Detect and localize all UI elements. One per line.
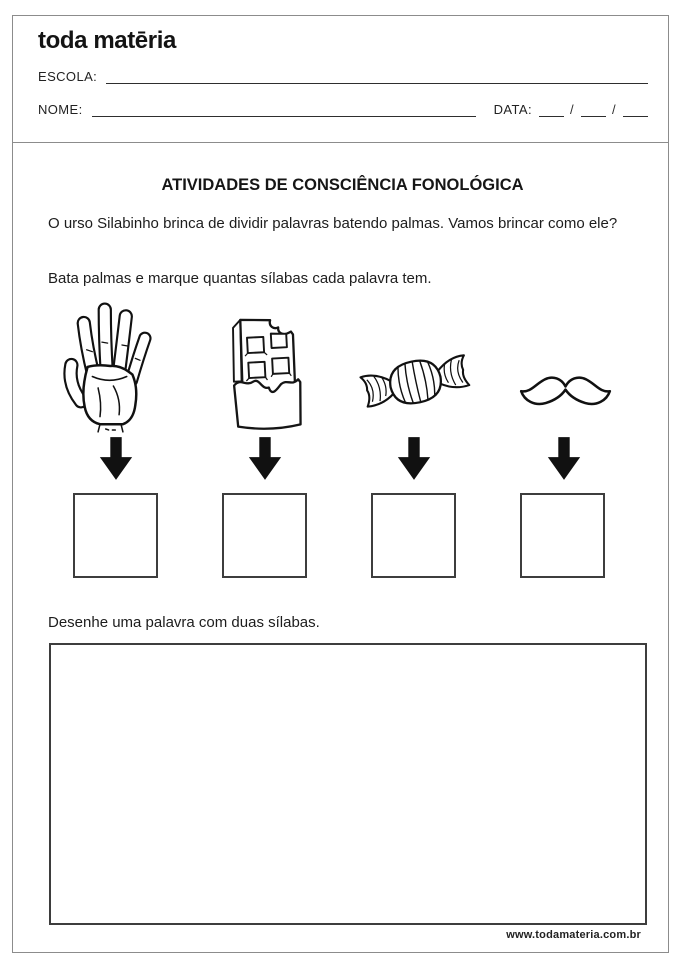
- syllable-answer-box[interactable]: [520, 493, 605, 578]
- school-input-line[interactable]: [106, 68, 648, 84]
- school-field-row: [38, 68, 648, 84]
- date-month-line[interactable]: [581, 101, 606, 117]
- task-text: Bata palmas e marque quantas sílabas cada palavra tem.: [48, 270, 432, 287]
- syllable-answer-box[interactable]: [222, 493, 307, 578]
- item-image-hand: [58, 296, 163, 436]
- syllable-answer-box[interactable]: [371, 493, 456, 578]
- mustache-icon: [518, 373, 613, 411]
- hand-icon: [58, 296, 163, 436]
- name-date-row: [38, 101, 648, 117]
- name-label: NOME:: [38, 102, 83, 117]
- date-separator: /: [569, 102, 574, 117]
- down-arrow-icon: [395, 437, 433, 481]
- school-label: ESCOLA:: [38, 69, 98, 84]
- down-arrow-icon: [97, 437, 135, 481]
- draw-prompt: Desenhe uma palavra com duas sílabas.: [48, 614, 320, 631]
- item-image-chocolate: [217, 307, 313, 432]
- name-input-line[interactable]: [92, 101, 476, 117]
- footer-url: www.todamateria.com.br: [506, 929, 641, 941]
- header-divider: [12, 142, 669, 143]
- intro-text: O urso Silabinho brinca de dividir palavras batendo palmas. Vamos brincar como ele?: [48, 215, 618, 232]
- down-arrow-icon: [246, 437, 284, 481]
- chocolate-bar-icon: [217, 307, 313, 432]
- down-arrow-icon: [545, 437, 583, 481]
- brand-logo: toda matēria: [38, 27, 176, 54]
- worksheet-title: ATIVIDADES DE CONSCIÊNCIA FONOLÓGICA: [161, 176, 524, 194]
- item-image-candy: [357, 338, 475, 426]
- item-image-mustache: [518, 373, 613, 411]
- date-label: DATA:: [493, 102, 532, 117]
- syllable-answer-box[interactable]: [73, 493, 158, 578]
- date-year-line[interactable]: [623, 101, 648, 117]
- date-day-line[interactable]: [539, 101, 564, 117]
- date-separator: /: [611, 102, 616, 117]
- candy-icon: [357, 338, 475, 426]
- drawing-area[interactable]: [49, 643, 647, 925]
